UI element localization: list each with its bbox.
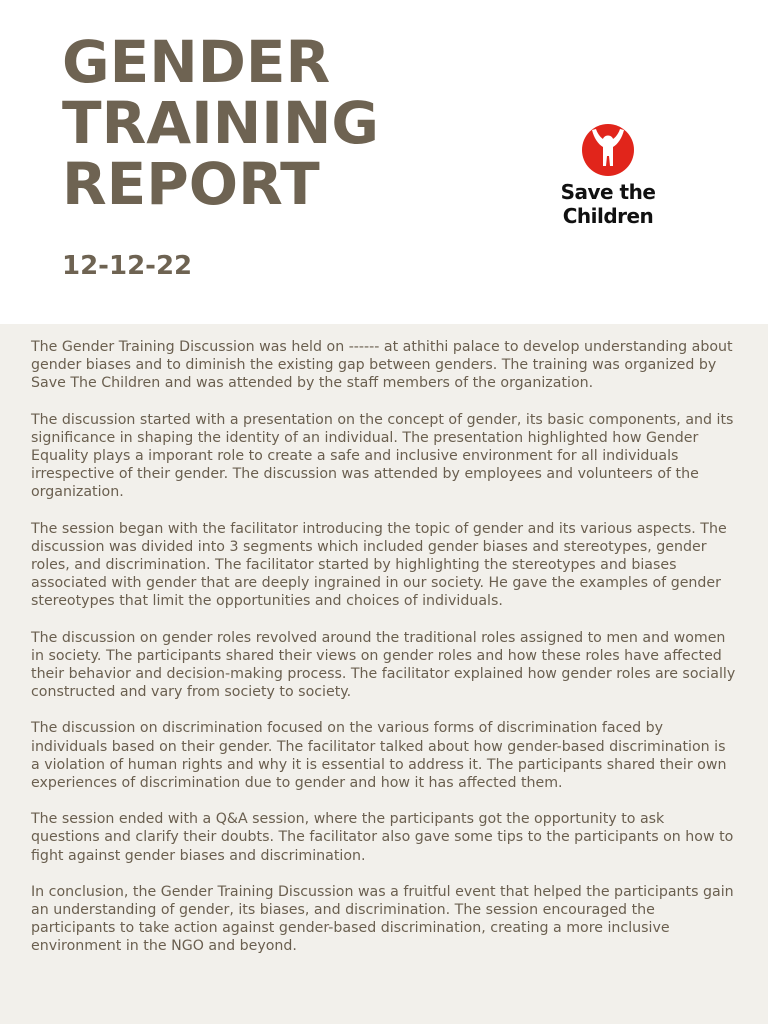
paragraph-qa: The session ended with a Q&A session, where the participants got the opportunity to ask questions and clarify their doubts. The facilitator also gave some tips to the participants on how to fight against gender biases and discrimination. [31,811,734,864]
paragraph-discrimination: The discussion on discrimination focused on the various forms of discrimination faced by individuals based on their gender. The facilitator talked about how gender-based discrimination is a violation of human rights and why it is essential to address it. The participants shared their own experiences of discrimination due to gender and how it has affected them. [31,720,727,792]
paragraph-gender-roles: The discussion on gender roles revolved around the traditional roles assigned to men and women in society. The participants shared their views on gender roles and how these roles have affected their behavior and decision-making process. The facilitator explained how gender roles are socially constructed and vary from society to society. [31,629,736,701]
paragraph-intro: The Gender Training Discussion was held on ------ at athithi palace to develop understanding about gender biases and to diminish the existing gap between genders. The training was organized by Save The Children and was attended by the staff members of the organization. [31,339,733,392]
report-text [31,338,737,974]
title-line-3: REPORT [62,150,320,218]
paragraph-presentation: The discussion started with a presentation on the concept of gender, its basic components, and its significance in shaping the identity of an individual. The presentation highlighted how Gender Equality plays a imporant role to create a safe and inclusive environment for all individuals irrespective of their gender. The discussion was attended by employees and volunteers of the organization. [31,411,734,501]
report-title [62,28,379,218]
save-the-children-logo [552,120,664,232]
report-header [0,0,768,324]
logo-line-2: Children [562,204,654,228]
title-line-2: TRAINING [62,89,379,157]
save-the-children-figure-icon [580,122,636,178]
paragraph-session: The session began with the facilitator introducing the topic of gender and its various aspects. The discussion was divided into 3 segments which included gender biases and stereotypes, gender roles, and discrimination. The facilitator started by highlighting the stereotypes and biases associated with gender that are deeply ingrained in our society. He gave the examples of gender stereotypes that limit the opportunities and choices of individuals. [31,520,727,610]
title-line-1: GENDER [62,28,331,96]
paragraph-conclusion: In conclusion, the Gender Training Discussion was a fruitful event that helped the participants gain an understanding of gender, its biases, and discrimination. The session encouraged the participants to take action against gender-based discrimination, creating a more inclusive environment in the NGO and beyond. [31,883,734,955]
logo-wordmark [552,180,664,228]
logo-line-1: Save the [560,180,656,204]
report-date: 12-12-22 [62,251,193,281]
report-body [0,324,768,1024]
